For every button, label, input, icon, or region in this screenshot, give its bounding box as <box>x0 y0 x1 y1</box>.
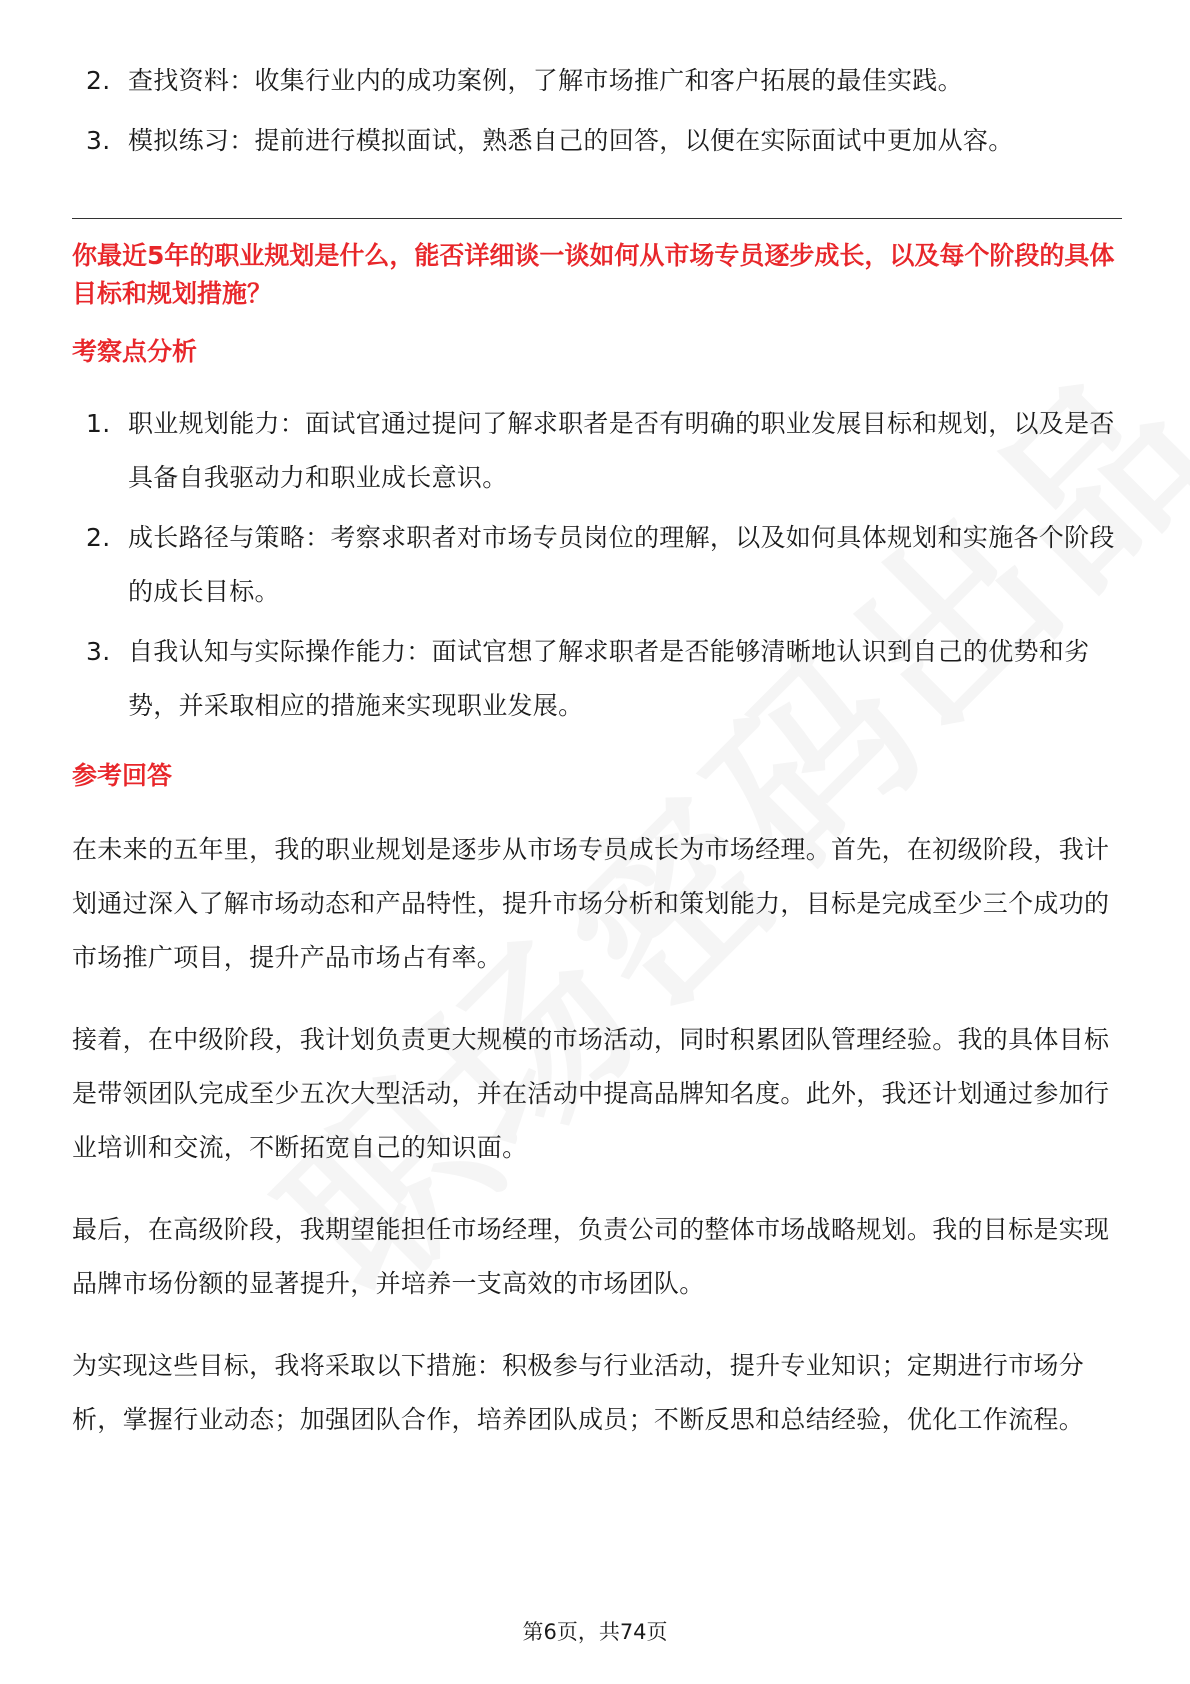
answer-paragraph: 接着，在中级阶段，我计划负责更大规模的市场活动，同时积累团队管理经验。我的具体目标是带领团队完成至少五次大型活动，并在活动中提高品牌知名度。此外，我还计划通过参加行业培训和交流，不断拓宽自己的知识面。 <box>72 1025 1110 1162</box>
interview-question: 你最近5年的职业规划是什么，能否详细谈一谈如何从市场专员逐步成长，以及每个阶段的具体目标和规划措施？ <box>72 241 1115 308</box>
list-text: 职业规划能力：面试官通过提问了解求职者是否有明确的职业发展目标和规划，以及是否具备自我驱动力和职业成长意识。 <box>128 409 1115 492</box>
section-divider <box>72 218 1122 219</box>
list-number: 1. <box>86 409 111 438</box>
list-number: 2. <box>86 523 111 552</box>
page-footer: 第6页，共74页 <box>522 1620 668 1644</box>
list-number: 3. <box>86 637 111 666</box>
list-item <box>72 397 1122 505</box>
list-text: 模拟练习：提前进行模拟面试，熟悉自己的回答，以便在实际面试中更加从容。 <box>128 126 1014 155</box>
list-text: 自我认知与实际操作能力：面试官想了解求职者是否能够清晰地认识到自己的优势和劣势，并采取相应的措施来实现职业发展。 <box>128 637 1090 720</box>
list-number: 2. <box>86 66 111 95</box>
document-page <box>72 54 1122 1475</box>
answer-paragraph: 为实现这些目标，我将采取以下措施：积极参与行业活动，提升专业知识；定期进行市场分析，掌握行业动态；加强团队合作，培养团队成员；不断反思和总结经验，优化工作流程。 <box>72 1351 1085 1434</box>
list-number: 3. <box>86 126 111 155</box>
list-text: 成长路径与策略：考察求职者对市场专员岗位的理解，以及如何具体规划和实施各个阶段的成长目标。 <box>128 523 1115 606</box>
prep-list <box>72 54 1122 168</box>
list-item <box>72 511 1122 619</box>
analysis-heading: 考察点分析 <box>72 337 198 366</box>
answer-paragraph: 最后，在高级阶段，我期望能担任市场经理，负责公司的整体市场战略规划。我的目标是实现品牌市场份额的显著提升，并培养一支高效的市场团队。 <box>72 1215 1110 1298</box>
list-text: 查找资料：收集行业内的成功案例，了解市场推广和客户拓展的最佳实践。 <box>128 66 963 95</box>
list-item <box>72 54 1122 108</box>
answer-paragraph: 在未来的五年里，我的职业规划是逐步从市场专员成长为市场经理。首先，在初级阶段，我计划通过深入了解市场动态和产品特性，提升市场分析和策划能力，目标是完成至少三个成功的市场推广项目，提升产品市场占有率。 <box>72 835 1110 972</box>
answer-heading: 参考回答 <box>72 761 173 790</box>
list-item <box>72 625 1122 733</box>
list-item <box>72 114 1122 168</box>
analysis-list <box>72 397 1122 733</box>
